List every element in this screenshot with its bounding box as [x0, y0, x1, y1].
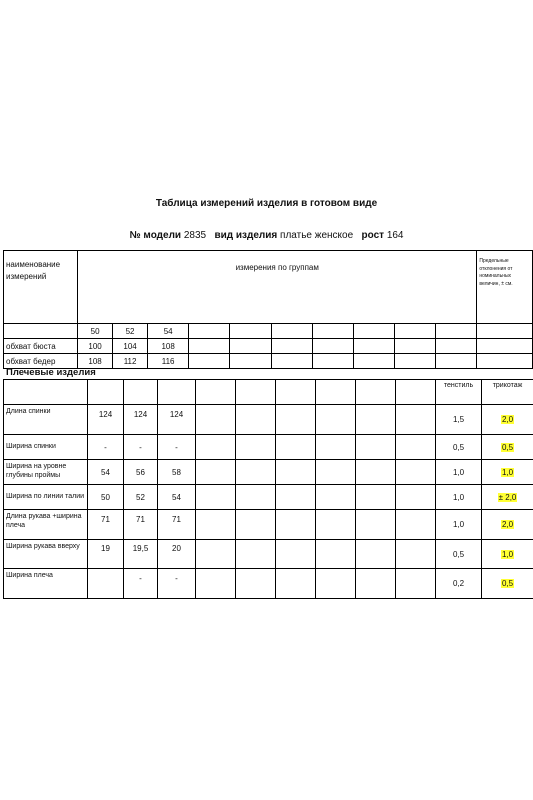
textile-value: 1,0 [436, 510, 482, 540]
value-cell: 116 [148, 354, 189, 369]
textile-value: 1,0 [436, 485, 482, 510]
value-cell: 19 [88, 540, 124, 569]
value-cell: - [124, 569, 158, 599]
table-row [4, 405, 533, 435]
textile-value: 1,0 [436, 460, 482, 485]
textile-value: 0,2 [436, 569, 482, 599]
deviation-header: Предельные отклонения от номинальных величин, ± см. [477, 251, 533, 324]
knit-value: 2,0 [501, 415, 514, 424]
row-label: Ширина на уровне глубины проймы [4, 460, 88, 485]
table-cell [4, 324, 78, 339]
knit-value: 1,0 [501, 467, 514, 477]
value-cell: 124 [124, 405, 158, 435]
row-label: обхват бюста [4, 339, 78, 354]
textile-value: 0,5 [436, 540, 482, 569]
value-cell: 54 [158, 485, 196, 510]
row-label: Ширина по линии талии [4, 485, 88, 510]
table-row [4, 540, 533, 569]
value-cell: 100 [78, 339, 113, 354]
value-cell: - [158, 435, 196, 460]
value-cell: 50 [88, 485, 124, 510]
value-cell: - [124, 435, 158, 460]
document-title: Таблица измерений изделия в готовом виде [155, 198, 378, 209]
document-subtitle [0, 230, 533, 241]
value-cell: 58 [158, 460, 196, 485]
value-cell: 112 [113, 354, 148, 369]
value-cell: 104 [113, 339, 148, 354]
textile-value: 0,5 [436, 435, 482, 460]
value-cell: 19,5 [124, 540, 158, 569]
value-cell: 71 [88, 510, 124, 540]
value-cell: 54 [88, 460, 124, 485]
type-value: платье женское [280, 230, 354, 241]
value-cell: 108 [78, 354, 113, 369]
row-label: Ширина рукава вверху [4, 540, 88, 569]
knit-value: 0,5 [501, 442, 514, 452]
height-label: рост [361, 230, 385, 241]
row-label: Ширина плеча [4, 569, 88, 599]
shoulder-items-table [3, 379, 533, 599]
value-cell: 56 [124, 460, 158, 485]
row-label: обхват бедер [4, 354, 78, 369]
groups-header: измерения по группам [78, 251, 477, 324]
value-cell: 124 [88, 405, 124, 435]
size-cell: 54 [148, 324, 189, 339]
textile-header: тенстиль [436, 380, 482, 405]
table-row [4, 435, 533, 460]
table-row [4, 510, 533, 540]
section-title: Плечевые изделия [6, 367, 96, 378]
name-header: наименование измерений [4, 251, 78, 324]
textile-value: 1,5 [436, 405, 482, 435]
value-cell: 52 [124, 485, 158, 510]
value-cell: 108 [148, 339, 189, 354]
size-cell: 50 [78, 324, 113, 339]
value-cell: - [88, 435, 124, 460]
type-label: вид изделия [214, 230, 278, 241]
measurements-table [3, 250, 533, 369]
knit-value: 1,0 [501, 549, 514, 559]
value-cell: - [158, 569, 196, 599]
knit-header: трикотаж [482, 380, 533, 405]
row-label: Длина рукава +ширина плеча [4, 510, 88, 540]
table-row [4, 460, 533, 485]
knit-value: 2,0 [501, 520, 514, 529]
value-cell [88, 569, 124, 599]
table-row [4, 569, 533, 599]
value-cell: 71 [158, 510, 196, 540]
model-label: № модели [129, 230, 182, 241]
table-row [4, 339, 533, 354]
row-label: Длина спинки [4, 405, 88, 435]
knit-value: 0,5 [501, 579, 514, 588]
value-cell: 20 [158, 540, 196, 569]
value-cell: 71 [124, 510, 158, 540]
knit-value: ± 2,0 [498, 492, 517, 502]
row-label: Ширина спинки [4, 435, 88, 460]
height-value: 164 [386, 230, 404, 241]
table-row [4, 485, 533, 510]
value-cell: 124 [158, 405, 196, 435]
model-value: 2835 [183, 230, 207, 241]
size-cell: 52 [113, 324, 148, 339]
